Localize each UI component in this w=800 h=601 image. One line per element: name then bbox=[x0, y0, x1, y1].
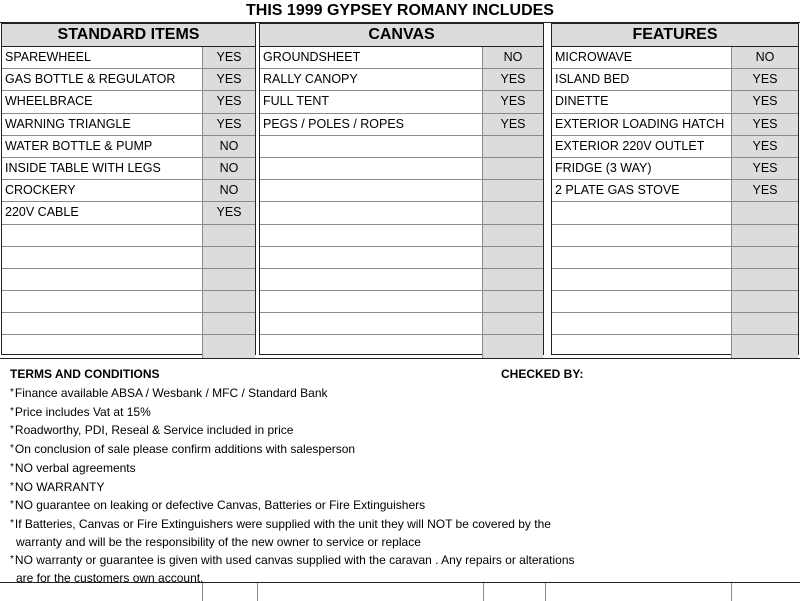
item-value bbox=[203, 313, 255, 334]
item-name bbox=[260, 202, 483, 223]
table-row bbox=[260, 313, 543, 335]
terms-text: On conclusion of sale please confirm additions with salesperson bbox=[14, 442, 356, 457]
footer-row bbox=[0, 582, 800, 601]
item-name bbox=[552, 225, 732, 246]
footer-divider bbox=[202, 583, 203, 601]
item-value bbox=[732, 291, 798, 312]
bullet-mark: * bbox=[10, 461, 14, 473]
table-row bbox=[552, 180, 798, 202]
item-value bbox=[732, 269, 798, 290]
table-row bbox=[260, 114, 543, 136]
standard-items-rows bbox=[2, 47, 255, 358]
item-value bbox=[732, 313, 798, 334]
item-name: GAS BOTTLE & REGULATOR bbox=[2, 69, 203, 90]
item-value: YES bbox=[732, 136, 798, 157]
terms-item bbox=[10, 384, 590, 403]
item-name: GROUNDSHEET bbox=[260, 47, 483, 68]
item-value: YES bbox=[483, 114, 543, 135]
item-value: YES bbox=[483, 91, 543, 112]
item-value bbox=[203, 225, 255, 246]
item-name bbox=[2, 335, 203, 357]
item-value bbox=[483, 202, 543, 223]
item-name: 2 PLATE GAS STOVE bbox=[552, 180, 732, 201]
item-name: FULL TENT bbox=[260, 91, 483, 112]
item-name bbox=[2, 291, 203, 312]
item-value: YES bbox=[203, 47, 255, 68]
item-value bbox=[483, 158, 543, 179]
terms-item bbox=[10, 459, 590, 478]
item-value: YES bbox=[732, 158, 798, 179]
item-value: YES bbox=[203, 91, 255, 112]
table-row bbox=[2, 114, 255, 136]
table-row bbox=[552, 91, 798, 113]
item-value bbox=[203, 269, 255, 290]
table-row bbox=[552, 225, 798, 247]
item-name: WARNING TRIANGLE bbox=[2, 114, 203, 135]
table-row bbox=[2, 269, 255, 291]
item-value: YES bbox=[483, 69, 543, 90]
item-name bbox=[260, 291, 483, 312]
item-name: DINETTE bbox=[552, 91, 732, 112]
item-value: NO bbox=[203, 158, 255, 179]
item-value: YES bbox=[203, 69, 255, 90]
item-name: WATER BOTTLE & PUMP bbox=[2, 136, 203, 157]
item-name: INSIDE TABLE WITH LEGS bbox=[2, 158, 203, 179]
table-row bbox=[552, 202, 798, 224]
item-value bbox=[732, 247, 798, 268]
terms-list bbox=[10, 384, 590, 588]
terms-item bbox=[10, 421, 590, 440]
item-value bbox=[483, 269, 543, 290]
table-row bbox=[260, 291, 543, 313]
item-name bbox=[552, 335, 732, 357]
table-row bbox=[2, 136, 255, 158]
terms-item bbox=[10, 403, 590, 422]
item-name: PEGS / POLES / ROPES bbox=[260, 114, 483, 135]
item-name: EXTERIOR LOADING HATCH bbox=[552, 114, 732, 135]
table-row bbox=[552, 158, 798, 180]
table-row bbox=[260, 136, 543, 158]
table-row bbox=[2, 180, 255, 202]
terms-text: NO WARRANTY bbox=[14, 479, 105, 494]
terms-item bbox=[10, 515, 590, 551]
item-value: YES bbox=[203, 202, 255, 223]
footer-divider bbox=[731, 583, 732, 601]
terms-text: NO verbal agreements bbox=[14, 460, 136, 475]
table-row bbox=[2, 225, 255, 247]
bullet-mark: * bbox=[10, 405, 14, 417]
item-name bbox=[2, 247, 203, 268]
terms-text: If Batteries, Canvas or Fire Extinguishers were supplied with the unit they will NOT be covered by the warranty and will be the responsibility of the new owner to service or replace bbox=[14, 516, 551, 549]
table-row bbox=[2, 291, 255, 313]
table-row bbox=[2, 47, 255, 69]
table-row bbox=[260, 202, 543, 224]
item-name: EXTERIOR 220V OUTLET bbox=[552, 136, 732, 157]
item-value bbox=[732, 225, 798, 246]
table-row bbox=[552, 291, 798, 313]
features-rows bbox=[552, 47, 798, 358]
item-value bbox=[483, 136, 543, 157]
bullet-mark: * bbox=[10, 387, 14, 398]
table-row bbox=[2, 91, 255, 113]
item-name: SPAREWHEEL bbox=[2, 47, 203, 68]
table-row bbox=[552, 69, 798, 91]
standard-items-header: STANDARD ITEMS bbox=[2, 24, 255, 47]
table-row bbox=[260, 69, 543, 91]
bullet-mark: * bbox=[10, 554, 14, 566]
table-row bbox=[552, 114, 798, 136]
table-row bbox=[260, 225, 543, 247]
item-name: WHEELBRACE bbox=[2, 91, 203, 112]
canvas-header: CANVAS bbox=[260, 24, 543, 47]
checked-by-label: CHECKED BY: bbox=[501, 367, 584, 381]
table-row bbox=[260, 247, 543, 269]
item-name bbox=[2, 313, 203, 334]
item-name bbox=[2, 269, 203, 290]
item-value bbox=[203, 335, 255, 357]
item-value bbox=[483, 291, 543, 312]
item-value bbox=[483, 247, 543, 268]
item-value: NO bbox=[203, 180, 255, 201]
item-value: NO bbox=[732, 47, 798, 68]
item-value: NO bbox=[483, 47, 543, 68]
table-row bbox=[552, 136, 798, 158]
item-name bbox=[260, 335, 483, 357]
table-row bbox=[552, 335, 798, 357]
item-value: YES bbox=[732, 91, 798, 112]
item-name bbox=[552, 313, 732, 334]
item-value: YES bbox=[732, 180, 798, 201]
item-name bbox=[552, 291, 732, 312]
item-value bbox=[483, 313, 543, 334]
item-value: YES bbox=[732, 114, 798, 135]
item-name bbox=[552, 202, 732, 223]
table-row bbox=[552, 269, 798, 291]
item-name: CROCKERY bbox=[2, 180, 203, 201]
item-name bbox=[260, 225, 483, 246]
table-row bbox=[260, 158, 543, 180]
standard-items-panel bbox=[1, 23, 256, 355]
table-row bbox=[260, 335, 543, 357]
document-title: THIS 1999 GYPSEY ROMANY INCLUDES bbox=[0, 0, 800, 23]
item-value bbox=[732, 335, 798, 357]
item-value: YES bbox=[203, 114, 255, 135]
item-name bbox=[260, 136, 483, 157]
item-name bbox=[552, 269, 732, 290]
terms-item bbox=[10, 496, 590, 515]
item-name: 220V CABLE bbox=[2, 202, 203, 223]
table-row bbox=[552, 47, 798, 69]
table-row bbox=[260, 91, 543, 113]
features-panel bbox=[551, 23, 799, 355]
item-name: RALLY CANOPY bbox=[260, 69, 483, 90]
item-value bbox=[483, 335, 543, 357]
item-name bbox=[260, 269, 483, 290]
item-value: NO bbox=[203, 136, 255, 157]
table-row bbox=[2, 158, 255, 180]
features-header: FEATURES bbox=[552, 24, 798, 47]
footer-divider bbox=[257, 583, 258, 601]
bullet-mark: * bbox=[10, 443, 14, 455]
terms-item bbox=[10, 440, 590, 459]
terms-section bbox=[0, 358, 800, 586]
table-row bbox=[552, 247, 798, 269]
terms-text: Finance available ABSA / Wesbank / MFC / Standard Bank bbox=[14, 386, 328, 400]
item-value: YES bbox=[732, 69, 798, 90]
terms-text: Price includes Vat at 15% bbox=[14, 404, 151, 419]
canvas-panel bbox=[259, 23, 544, 355]
table-row bbox=[2, 335, 255, 357]
item-value bbox=[203, 291, 255, 312]
terms-title: TERMS AND CONDITIONS bbox=[10, 367, 160, 381]
terms-item bbox=[10, 478, 590, 497]
canvas-rows bbox=[260, 47, 543, 358]
table-row bbox=[2, 313, 255, 335]
footer-divider bbox=[483, 583, 484, 601]
table-row bbox=[2, 247, 255, 269]
item-name: FRIDGE (3 WAY) bbox=[552, 158, 732, 179]
item-name bbox=[260, 313, 483, 334]
item-value bbox=[483, 225, 543, 246]
item-value bbox=[483, 180, 543, 201]
table-row bbox=[260, 269, 543, 291]
table-row bbox=[2, 69, 255, 91]
terms-text: NO warranty or guarantee is given with used canvas supplied with the caravan . Any repairs or alterations are for the customers own account. bbox=[14, 553, 575, 586]
item-name bbox=[552, 247, 732, 268]
bullet-mark: * bbox=[10, 424, 14, 436]
item-name bbox=[2, 225, 203, 246]
table-row bbox=[260, 47, 543, 69]
table-row bbox=[2, 202, 255, 224]
terms-text: NO guarantee on leaking or defective Canvas, Batteries or Fire Extinguishers bbox=[14, 498, 426, 513]
bullet-mark: * bbox=[10, 499, 14, 511]
table-row bbox=[260, 180, 543, 202]
item-name: MICROWAVE bbox=[552, 47, 732, 68]
bullet-mark: * bbox=[10, 517, 14, 529]
item-name bbox=[260, 180, 483, 201]
item-name bbox=[260, 158, 483, 179]
item-value bbox=[732, 202, 798, 223]
bullet-mark: * bbox=[10, 480, 14, 492]
item-name bbox=[260, 247, 483, 268]
item-name: ISLAND BED bbox=[552, 69, 732, 90]
footer-divider bbox=[545, 583, 546, 601]
terms-text: Roadworthy, PDI, Reseal & Service included in price bbox=[14, 423, 294, 438]
item-value bbox=[203, 247, 255, 268]
table-row bbox=[552, 313, 798, 335]
